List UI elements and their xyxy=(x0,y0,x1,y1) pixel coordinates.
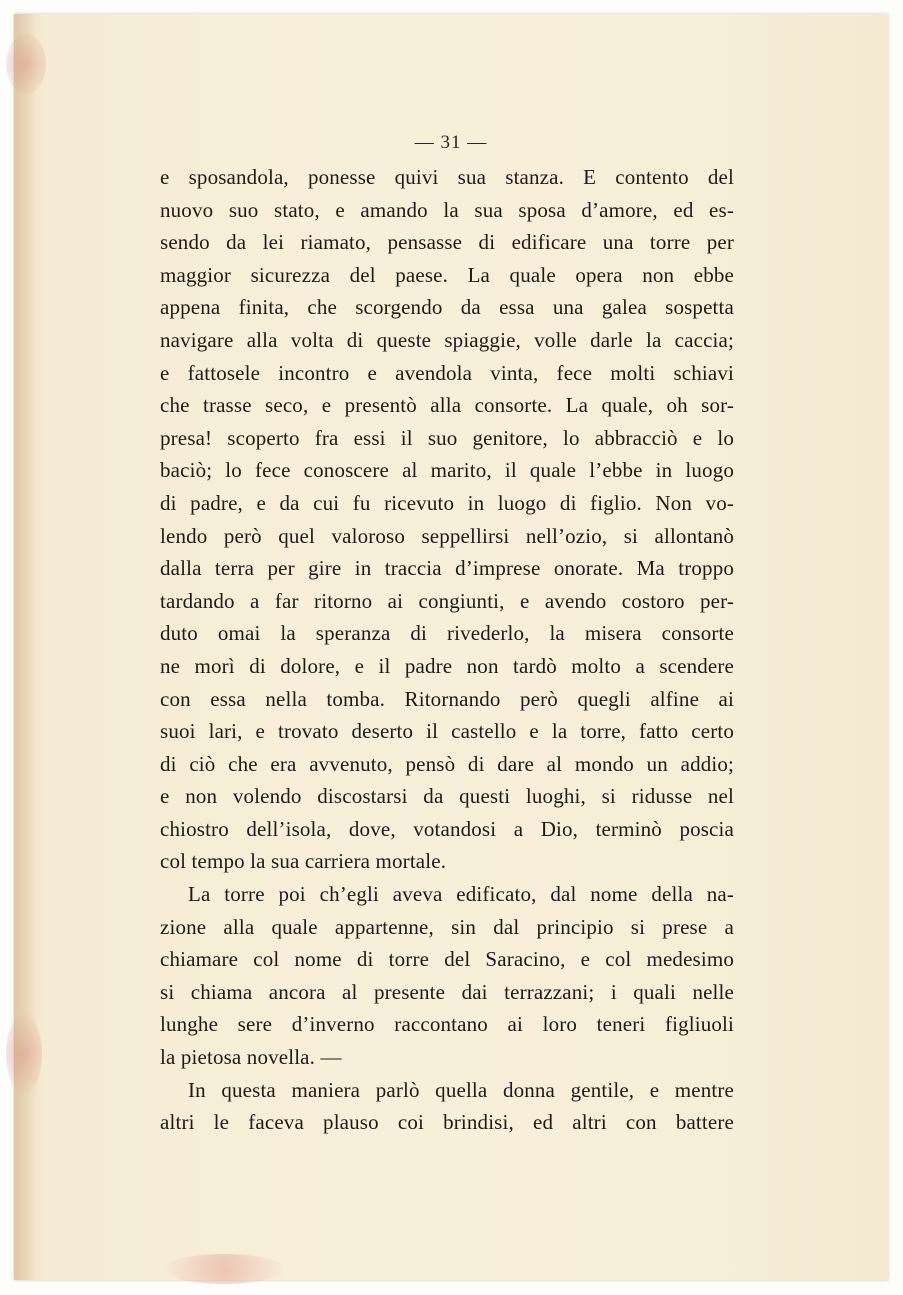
text-line: presa! scoperto fra essi il suo genitore, lo abbracciò e lo xyxy=(160,425,734,450)
text-line: suoi lari, e trovato deserto il castello e la torre, fatto certo xyxy=(160,719,734,744)
text-line: di padre, e da cui fu ricevuto in luogo di figlio. Non vo- xyxy=(160,490,734,515)
page-stain xyxy=(6,1014,42,1094)
text-line: chiamare col nome di torre del Saracino, e col medesimo xyxy=(160,947,734,972)
text-line: ne morì di dolore, e il padre non tardò molto a scendere xyxy=(160,653,734,678)
text-line: e non volendo discostarsi da questi luoghi, si ridusse nel xyxy=(160,784,734,809)
text-line: navigare alla volta di queste spiaggie, volle darle la caccia; xyxy=(160,327,734,352)
text-line: In questa maniera parlò quella donna gentile, e mentre xyxy=(188,1077,734,1102)
text-line: altri le faceva plauso coi brindisi, ed altri con battere xyxy=(160,1110,734,1135)
text-line: di ciò che era avvenuto, pensò di dare al mondo un addio; xyxy=(160,751,734,776)
page-body-text xyxy=(160,161,734,1139)
page-stain xyxy=(6,34,46,94)
book-page xyxy=(14,14,888,1280)
text-line: chiostro dell’isola, dove, votandosi a Dio, terminò poscia xyxy=(160,816,734,841)
text-line: appena finita, che scorgendo da essa una galea sospetta xyxy=(160,295,734,320)
text-line: con essa nella tomba. Ritornando però quegli alfine ai xyxy=(160,686,734,711)
text-line: lendo però quel valoroso seppellirsi nell’ozio, si allontanò xyxy=(160,523,734,548)
text-line: la pietosa novella. — xyxy=(160,1045,342,1070)
text-line: col tempo la sua carriera mortale. xyxy=(160,849,447,874)
page-number: — 31 — xyxy=(414,132,488,153)
text-line: e fattosele incontro e avendola vinta, fece molti schiavi xyxy=(160,360,734,385)
text-line: duto omai la speranza di rivederlo, la misera consorte xyxy=(160,621,734,646)
text-line: zione alla quale appartenne, sin dal principio si prese a xyxy=(160,914,734,939)
text-line: lunghe sere d’inverno raccontano ai loro teneri figliuoli xyxy=(160,1012,734,1037)
text-line: La torre poi ch’egli aveva edificato, dal nome della na- xyxy=(188,882,734,907)
page-stain xyxy=(164,1254,284,1284)
text-line: dalla terra per gire in traccia d’imprese onorate. Ma troppo xyxy=(160,556,734,581)
text-line: e sposandola, ponesse quivi sua stanza. E contento del xyxy=(160,165,734,189)
text-line: che trasse seco, e presentò alla consorte. La quale, oh sor- xyxy=(160,393,734,418)
text-line: maggior sicurezza del paese. La quale opera non ebbe xyxy=(160,262,734,287)
text-line: nuovo suo stato, e amando la sua sposa d’amore, ed es- xyxy=(160,197,734,222)
text-line: sendo da lei riamato, pensasse di edificare una torre per xyxy=(160,230,734,255)
text-line: tardando a far ritorno ai congiunti, e avendo costoro per- xyxy=(160,588,734,613)
text-line: baciò; lo fece conoscere al marito, il quale l’ebbe in luogo xyxy=(160,458,734,483)
text-line: si chiama ancora al presente dai terrazzani; i quali nelle xyxy=(160,979,734,1004)
